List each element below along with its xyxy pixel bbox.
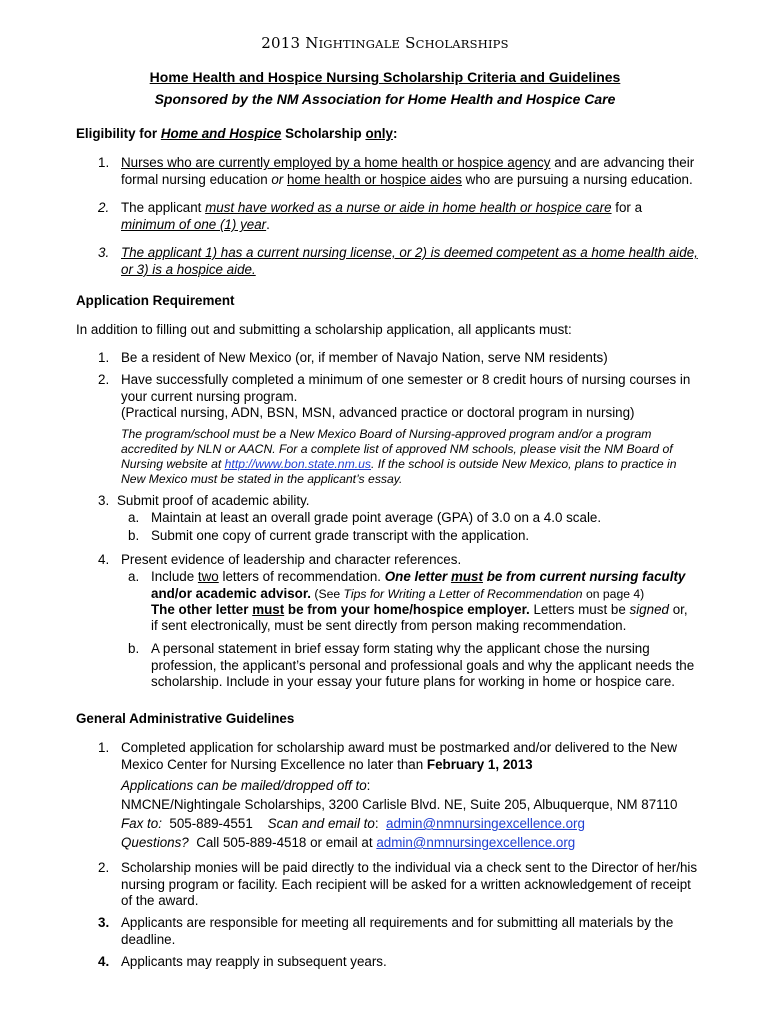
program-note-line1: The program/school must be a New Mexico Board of Nursing-approved program and/or a program	[121, 427, 652, 441]
eligibility-item-1-line1: Nurses who are currently employed by a home health or hospice agency and are advancing their	[121, 155, 695, 170]
main-heading: Home Health and Hospice Nursing Scholarship Criteria and Guidelines	[149, 69, 621, 85]
admin-questions-line: Questions? Call 505-889-4518 or email at admin@nmnursingexcellence.org	[121, 835, 576, 850]
application-heading: Application Requirement	[76, 293, 235, 308]
eligibility-item-2-number: 2.	[98, 200, 110, 215]
title-year: 2013	[261, 34, 301, 52]
application-item-3b-text: Submit one copy of current grade transcript with the application.	[151, 528, 530, 543]
program-note-line2: accredited by NLN or AACN. For a complete list of approved NM schools, please visit the NM Board of	[121, 442, 673, 456]
application-item-4b-letter: b.	[128, 641, 140, 656]
application-item-1-number: 1.	[98, 350, 110, 365]
program-note-line3: Nursing website at http://www.bon.state.nm.us. If the school is outside New Mexico, plans to practice in	[121, 457, 677, 471]
admin-item-1-number: 1.	[98, 740, 110, 755]
application-item-4-number: 4.	[98, 552, 110, 567]
program-note-line4: New Mexico must be stated in the applicant’s essay.	[121, 472, 403, 486]
application-intro: In addition to filling out and submitting a scholarship application, all applicants must:	[76, 322, 572, 337]
eligibility-item-2-line2: minimum of one (1) year.	[121, 217, 270, 232]
application-item-4b-line2: profession, the applicant’s personal and professional goals and why the applicant needs the	[151, 658, 695, 673]
admin-item-1-line2: Mexico Center for Nursing Excellence no later than February 1, 2013	[121, 757, 533, 772]
application-item-3-number: 3.	[98, 493, 110, 508]
admin-item-3-line1: Applicants are responsible for meeting all requirements and for submitting all materials by the	[121, 915, 674, 930]
admin-item-2-number: 2.	[98, 860, 110, 875]
application-item-4a-line2: and/or academic advisor. (See Tips for Writing a Letter of Recommendation on page 4)	[151, 586, 645, 601]
email-link-questions[interactable]: admin@nmnursingexcellence.org	[376, 835, 576, 850]
admin-item-4-text: Applicants may reapply in subsequent years.	[121, 954, 387, 969]
application-item-3b-letter: b.	[128, 528, 140, 543]
admin-item-4-number: 4.	[98, 954, 110, 969]
application-item-4a-line1: Include two letters of recommendation. One letter must be from current nursing faculty	[151, 569, 686, 584]
eligibility-item-3-number: 3.	[98, 245, 110, 260]
bon-website-link[interactable]: http://www.bon.state.nm.us	[224, 457, 371, 471]
application-item-4a-line4: if sent electronically, must be sent directly from person making recommendation.	[151, 618, 627, 633]
application-item-1-text: Be a resident of New Mexico (or, if member of Navajo Nation, serve NM residents)	[121, 350, 608, 365]
eligibility-item-3-line1: The applicant 1) has a current nursing license, or 2) is deemed competent as a home health aide,	[121, 245, 698, 260]
admin-item-3-line2: deadline.	[121, 932, 176, 947]
application-item-2-line3: (Practical nursing, ADN, BSN, MSN, advanced practice or doctoral program in nursing)	[121, 405, 635, 420]
application-item-4-text: Present evidence of leadership and character references.	[121, 552, 462, 567]
sponsor-line: Sponsored by the NM Association for Home Health and Hospice Care	[154, 91, 616, 107]
eligibility-heading: Eligibility for Home and Hospice Scholarship only:	[76, 126, 398, 141]
admin-fax-scan-line: Fax to: 505-889-4551 Scan and email to: admin@nmnursingexcellence.org	[121, 816, 585, 831]
application-item-4a-letter: a.	[128, 569, 140, 584]
application-item-2-number: 2.	[98, 372, 110, 387]
application-item-2-line2: your current nursing program.	[121, 389, 298, 404]
document-title: 2013 NIGHTINGALE SCHOLARSHIPS	[261, 34, 509, 52]
admin-mail-address: NMCNE/Nightingale Scholarships, 3200 Carlisle Blvd. NE, Suite 205, Albuquerque, NM 87110	[121, 797, 678, 812]
application-item-3-text: Submit proof of academic ability.	[117, 493, 310, 508]
admin-item-2-line2: nursing program or facility. Each recipient will be asked for a written acknowledgement of receipt	[121, 877, 691, 892]
admin-heading: General Administrative Guidelines	[76, 711, 295, 726]
eligibility-item-1-line2: formal nursing education or home health or hospice aides who are pursuing a nursing education.	[121, 172, 693, 187]
admin-item-2-line1: Scholarship monies will be paid directly to the individual via a check sent to the Director of her/his	[121, 860, 698, 875]
email-link-scan[interactable]: admin@nmnursingexcellence.org	[386, 816, 585, 831]
admin-item-2-line3: of the award.	[121, 893, 199, 908]
admin-mail-label: Applications can be mailed/dropped off to:	[121, 778, 371, 793]
application-item-4b-line3: scholarship. Include in your essay your future plans for working in home or hospice care.	[151, 674, 675, 689]
application-item-4b-line1: A personal statement in brief essay form stating why the applicant chose the nursing	[151, 641, 650, 656]
admin-item-3-number: 3.	[98, 915, 110, 930]
application-item-2-line1: Have successfully completed a minimum of one semester or 8 credit hours of nursing courses in	[121, 372, 691, 387]
application-item-4a-line3: The other letter must be from your home/hospice employer. Letters must be signed or,	[151, 602, 688, 617]
application-item-3a-text: Maintain at least an overall grade point average (GPA) of 3.0 on a 4.0 scale.	[151, 510, 602, 525]
eligibility-item-2-line1: The applicant must have worked as a nurse or aide in home health or hospice care for a	[121, 200, 643, 215]
eligibility-item-1-number: 1.	[98, 155, 110, 170]
admin-item-1-line1: Completed application for scholarship award must be postmarked and/or delivered to the New	[121, 740, 678, 755]
application-item-3a-letter: a.	[128, 510, 140, 525]
eligibility-item-3-line2: or 3) is a hospice aide.	[121, 262, 256, 277]
